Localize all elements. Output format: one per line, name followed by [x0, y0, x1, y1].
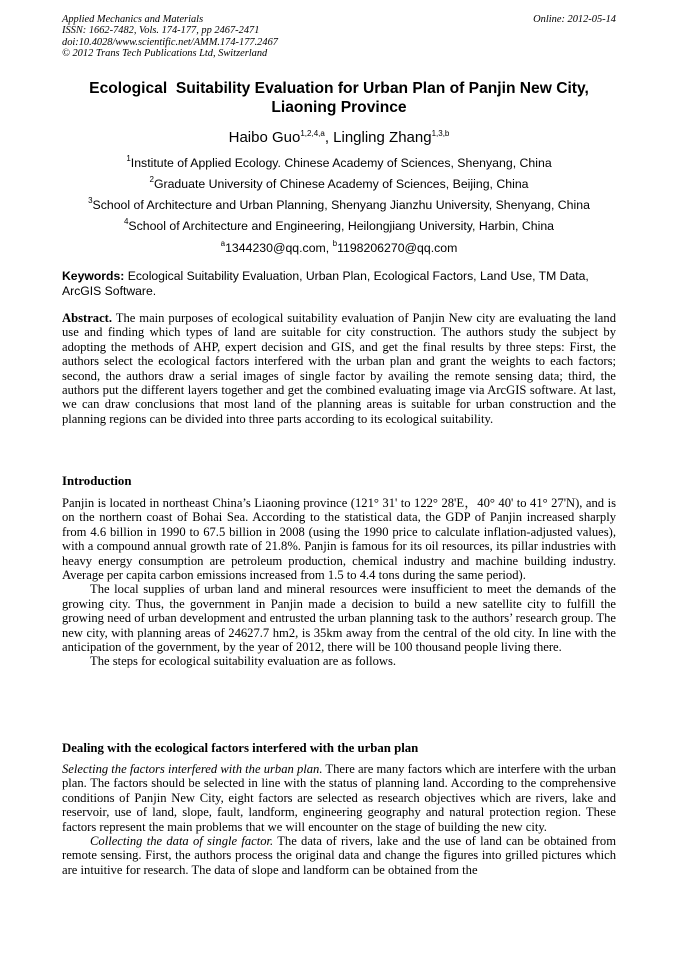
introduction-body [62, 496, 616, 669]
abstract-label: Abstract. [62, 311, 113, 325]
body-paragraph: The steps for ecological suitability evaluation are as follows. [90, 654, 397, 669]
email-address: 1198206270@qq.com [337, 241, 458, 255]
journal-name: Applied Mechanics and Materials [62, 14, 204, 25]
keywords-text: Ecological Suitability Evaluation, Urban Plan, Ecological Factors, Land Use, TM Data, ArcGIS Software. [62, 269, 589, 298]
affiliation [62, 156, 616, 171]
affiliation-mark: 1 [126, 154, 131, 163]
author-emails [62, 241, 616, 256]
author-affiliation-marks: 1,2,4,a [300, 129, 325, 138]
author-name: Haibo Guo [228, 129, 301, 146]
keywords-block [62, 269, 616, 298]
author-list [62, 129, 616, 147]
body-paragraph: Panjin is located in northeast China’s Liaoning province (121° 31' to 122° 28'E，40° 40' to 41° 27'N), and is on the northern coast of Bohai Sea. According to the statistical data, the GDP of Panjin increased sharply from 4.6 billion in 1990 to 67.5 billion in 2008 (using the 1990 price to calculate inflation-adjusted values), with a compound annual growth rate of 21.8%. Panjin is famous for its oil resources, its pillar industries with heavy energy consumption are petroleum production, chemical industry and machine building industry. Average per capita carbon emissions increased from 1.5 to 4.4 tons during the same period). [62, 496, 616, 583]
paragraph-lead: Collecting the data of single factor. [90, 834, 274, 849]
paragraph-text: There are many factors which are interfere with the urban plan. The factors should be selected in line with the status of planning land. According to the comprehensive conditions of Panjin New City, eight factors are selected as research objectives which are rivers, lake and reservoir, use of land, slope, fault, landform, engineering geography and natural protection region. These factors represent the main problems that we will encounter on the stage of building the new city. [62, 762, 617, 834]
affiliation [62, 198, 616, 213]
affiliation-mark: 3 [88, 196, 93, 205]
abstract-paragraph [62, 311, 616, 426]
section-heading-introduction: Introduction [62, 474, 132, 488]
affiliation [62, 177, 616, 192]
copyright-line: © 2012 Trans Tech Publications Ltd, Switzerland [62, 48, 268, 60]
abstract-block [62, 311, 616, 426]
affiliation-mark: 4 [123, 217, 129, 226]
abstract-text: The main purposes of ecological suitability evaluation of Panjin New city are evaluating the land use and finding which types of land are suitable for city construction. The authors study the subject by adopting the methods of AHP, expert decision and GIS, and get the final results by three steps: First, the authors select the ecological factors interfered with the urban plan and grant the weights to each factors; second, the authors draw a serial images of single factor by availing the remote sensing data; third, the authors put the different layers together and get the combined evaluating image via ArcGIS software. At last, we can draw conclusions that most land of the planning areas is suitable for urban construction and the planning regions can be divided into three parts according to its ecological suitability. [62, 311, 616, 426]
email-address: 1344230@qq.com, [225, 241, 333, 255]
affiliation [62, 219, 616, 234]
body-paragraph: The local supplies of urban land and mineral resources were insufficient to meet the demands of the growing city. Thus, the government in Panjin made a decision to build a new satellite city to fulfill the growing need of urban development and entrusted the urban planning task to the authors’ research group. The new city, with planning areas of 24627.7 hm2, is 35km away from the central of the old city. In line with the anticipation of the government, by the year of 2012, there will be 100 thousand people living there. [62, 582, 616, 655]
section-body-ecological-factors [62, 762, 616, 877]
body-paragraph [62, 762, 616, 834]
title-line-1: Ecological Suitability Evaluation for Urban Plan of Panjin New City, [89, 80, 589, 97]
paper-title [62, 79, 616, 117]
keywords-label: Keywords: [62, 269, 125, 283]
affiliation-text: School of Architecture and Engineering, Heilongjiang University, Harbin, China [128, 219, 555, 233]
affiliation-mark: 2 [149, 175, 154, 184]
section-heading-ecological-factors: Dealing with the ecological factors interfered with the urban plan [62, 741, 419, 755]
author-separator: , [324, 129, 334, 146]
email-mark: b [332, 239, 338, 248]
title-line-2: Liaoning Province [271, 99, 407, 116]
paragraph-lead: Selecting the factors interfered with the urban plan. [62, 762, 323, 776]
paragraph-text: The data of rivers, lake and the use of land can be obtained from remote sensing. First, the authors process the original data and change the figures into grilled pictures which are intuitive for research. The data of slope and landform can be obtained from the [62, 834, 616, 877]
affiliation-text: Institute of Applied Ecology. Chinese Academy of Sciences, Shenyang, China [130, 156, 552, 170]
affiliation-text: Graduate University of Chinese Academy of Sciences, Beijing, China [153, 177, 529, 191]
body-paragraph [62, 834, 616, 877]
email-mark: a [220, 239, 226, 248]
author-affiliation-marks: 1,3,b [431, 129, 450, 138]
author-name: Lingling Zhang [333, 129, 432, 146]
issn-line: ISSN: 1662-7482, Vols. 174-177, pp 2467-2471 [62, 25, 260, 37]
doi-line: doi:10.4028/www.scientific.net/AMM.174-177.2467 [62, 36, 278, 48]
affiliation-text: School of Architecture and Urban Planning, Shenyang Jianzhu University, Shenyang, China [92, 198, 590, 212]
running-header [62, 14, 616, 60]
online-date: Online: 2012-05-14 [533, 14, 616, 25]
